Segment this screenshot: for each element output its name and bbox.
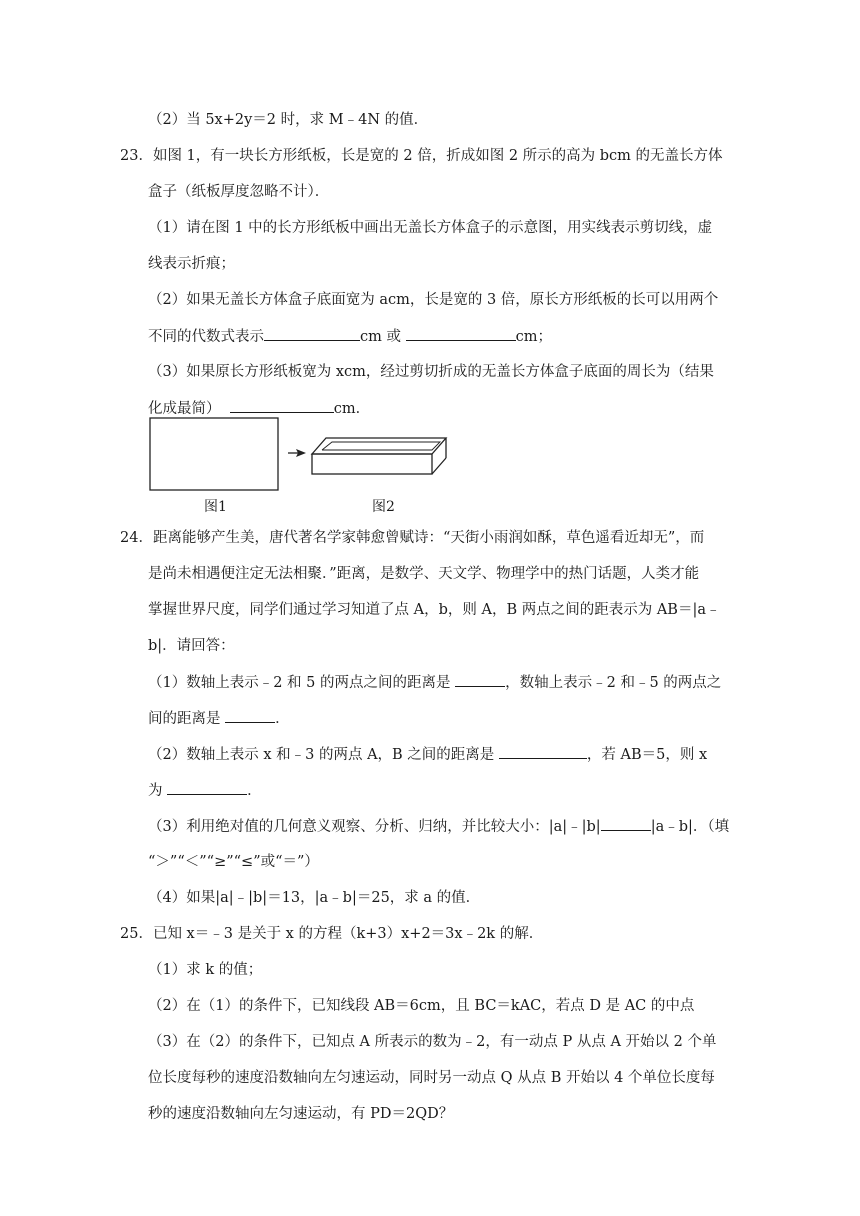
q24-part2-b-suffix: ． bbox=[247, 783, 262, 799]
q23-part2-b-prefix: 不同的代数式表示 bbox=[148, 329, 264, 345]
fig1-rectangle bbox=[150, 418, 278, 490]
q24-part2-b-prefix: 为 bbox=[148, 783, 163, 799]
q23-part2-b-mid: cm 或 bbox=[360, 329, 401, 345]
q23-line2: 盒子（纸板厚度忽略不计）． bbox=[148, 184, 330, 200]
q24-part1-a-prefix: （1）数轴上表示﹣2 和 5 的两点之间的距离是 bbox=[148, 675, 451, 691]
q24-part2-a-suffix: ，若 AB＝5，则 x bbox=[586, 747, 708, 763]
q24-part1-b-suffix: ． bbox=[275, 711, 290, 727]
q25-part1: （1）求 k 的值； bbox=[148, 962, 263, 978]
q24-part3-a-prefix: （3）利用绝对值的几何意义观察、分析、归纳，并比较大小：|a|﹣|b| bbox=[148, 819, 601, 835]
q23-part3-b-prefix: 化成最简） bbox=[148, 401, 221, 417]
fig1-label: 图1 bbox=[204, 499, 227, 515]
q23-part3-b-suffix: cm． bbox=[333, 401, 371, 417]
q24-line3: 掌握世界尺度，同学们通过学习知道了点 A，b，则 A，B 两点之间的距表示为 AB＝|a﹣ bbox=[148, 602, 721, 618]
q24-part3-b: “＞”“＜”“≥”“≤”或“＝”） bbox=[148, 854, 319, 870]
answer-blank[interactable] bbox=[455, 672, 505, 687]
q24-part1-a bbox=[148, 672, 721, 693]
q24-part1-b bbox=[148, 708, 290, 729]
q24-part3-a bbox=[148, 816, 729, 837]
q24-line4: b|．请回答： bbox=[148, 638, 235, 654]
q23-part2-b bbox=[148, 326, 552, 347]
q23-part2-a: （2）如果无盖长方体盒子底面宽为 acm，长是宽的 3 倍，原长方形纸板的长可以用两个 bbox=[148, 292, 719, 308]
q24-part2-b bbox=[148, 780, 262, 801]
q24-part2-a-prefix: （2）数轴上表示 x 和﹣3 的两点 A，B 之间的距离是 bbox=[148, 747, 495, 763]
q23-part2-b-suffix: cm； bbox=[515, 329, 552, 345]
q24-line2: 是尚未相遇便注定无法相聚．”距离，是数学、天文学、物理学中的热门话题，人类才能 bbox=[148, 566, 700, 582]
q24-part2-a bbox=[148, 744, 707, 765]
q24-part1-a-suffix: ，数轴上表示﹣2 和﹣5 的两点之 bbox=[505, 675, 722, 691]
answer-blank[interactable] bbox=[499, 744, 587, 759]
q23-part3-a: （3）如果原长方形纸板宽为 xcm，经过剪切折成的无盖长方体盒子底面的周长为（结果 bbox=[148, 364, 714, 380]
q23-part1-b: 线表示折痕； bbox=[148, 256, 235, 272]
fig2-label: 图2 bbox=[372, 499, 395, 515]
q24-part3-a-suffix: |a﹣b|．（填 bbox=[650, 819, 730, 835]
q24-part4: （4）如果|a|﹣|b|＝13，|a﹣b|＝25，求 a 的值． bbox=[148, 890, 481, 906]
q22-part2: （2）当 5x+2y＝2 时，求 M﹣4N 的值． bbox=[148, 112, 429, 128]
q24-part1-b-prefix: 间的距离是 bbox=[148, 711, 221, 727]
q25-part3-a: （3）在（2）的条件下，已知点 A 所表示的数为﹣2，有一动点 P 从点 A 开始以 2 个单 bbox=[148, 1034, 717, 1050]
answer-blank[interactable] bbox=[601, 816, 651, 831]
fig2-open-box bbox=[312, 438, 446, 474]
answer-blank[interactable] bbox=[264, 326, 360, 341]
q25-part3-c: 秒的速度沿数轴向左匀速运动，有 PD＝2QD？ bbox=[148, 1106, 454, 1122]
q24-line1: 24．距离能够产生美，唐代著名学家韩愈曾赋诗：“天街小雨润如酥，草色遥看近却无”，而 bbox=[120, 530, 705, 546]
q25-line1: 25．已知 x＝﹣3 是关于 x 的方程（k+3）x+2＝3x﹣2k 的解． bbox=[120, 926, 544, 942]
answer-blank[interactable] bbox=[225, 708, 275, 723]
answer-blank[interactable] bbox=[167, 780, 247, 795]
arrow-icon bbox=[288, 449, 306, 457]
q23-figure bbox=[140, 410, 460, 520]
answer-blank[interactable] bbox=[406, 326, 516, 341]
q25-part2: （2）在（1）的条件下，已知线段 AB＝6cm，且 BC＝kAC，若点 D 是 AC 的中点 bbox=[148, 998, 695, 1014]
q23-line1: 23．如图 1，有一块长方形纸板，长是宽的 2 倍，折成如图 2 所示的高为 bcm 的无盖长方体 bbox=[120, 148, 723, 164]
q23-part1-a: （1）请在图 1 中的长方形纸板中画出无盖长方体盒子的示意图，用实线表示剪切线，虚 bbox=[148, 220, 713, 236]
q25-part3-b: 位长度每秒的速度沿数轴向左匀速运动，同时另一动点 Q 从点 B 开始以 4 个单位长度每 bbox=[148, 1070, 715, 1086]
